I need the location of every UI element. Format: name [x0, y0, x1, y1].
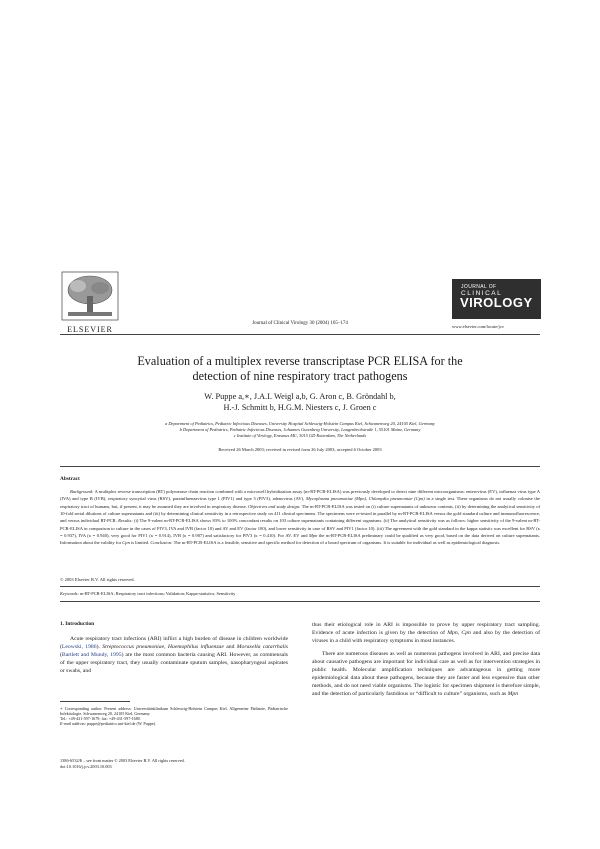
results-label: Results:: [118, 518, 133, 524]
intro-right-cpn: Cpn: [461, 630, 471, 637]
intro-text-1: Acute respiratory tract infections (ARI) inflict a high burden of disease in children worldwide (: [60, 636, 288, 651]
author-list: [100, 391, 500, 414]
keywords-text: m-RT-PCR-ELISA; Respiratory tract infections; Validation; Kappa-statistics; Sensitivity: [78, 591, 236, 596]
intro-right-paragraph-2: [312, 650, 540, 698]
title-line-2: detection of nine respiratory tract pathogens: [192, 369, 408, 383]
conclusion-label: Conclusion:: [150, 540, 173, 546]
affiliation-a: a Department of Pediatrics, Pediatric Infectious Diseases, University Hospital Schleswig-Holstein Campus Kiel, Schwanenweg 20, 24105 Kiel, Germany: [165, 421, 435, 426]
intro-right-paragraph-1: [312, 621, 540, 645]
intro-right-p2-text: There are numerous diseases as well as numerous pathogens involved in ARI, and precise data about causative pathogens are important for individual care as well as for intervention strategies in public health. Molecular amplification techniques are advantageous in getting more epidemiological data about these pathogens, because they are faster and less expensive than other methods, and do not need viable organisms. The logistic for specimen shipment is therefore simple, and the detection of particularly fastidious or “difficult to culture” organisms, such as: [312, 651, 540, 698]
affiliations: [40, 421, 560, 440]
keywords-top-rule: [60, 586, 540, 587]
intro-text-4: ) are the most common bacteria causing ARI. However, as commensals of the upper respiratory tract, they usually contaminate sputum samples, nasopharyngeal aspirates or swabs, and: [60, 652, 288, 675]
objectives-text: The m-RT-PCR-ELISA was tested on (i) culture supernatants of unknown contents, (ii) by determining the analytical sensitivity of 10-fold serial dilutions of culture supernatants and (iii) by determining clinical sensitivity in a retrospective study on 411 clinical specimens. The specimens were re-tested in parallel by m-RT-PCR-ELISA versus the gold standard culture and immunofluorescence, and versus individual RT-PCR.: [60, 503, 540, 524]
cpn-abbrev: Cpn: [122, 540, 130, 546]
intro-right-comma: ,: [457, 630, 462, 637]
corresponding-author-footnote: [60, 706, 288, 726]
results-text: (i) The 9-valent m-RT-PCR-ELISA shows 83% to 100% concordant results on 103 culture supernatants containing different organisms. (ii) The analytical sensitivity was as follows: higher sensitivity of the 9-valent m-RT-PCR-ELISA in comparison to culture in the cases of PIV3, IVA and IVB (factor 10) and AV and EV (factor 100), and lower sensitivity in case of RSV and PIV1 (factor 10). (iii) The agreement with the gold standard in the kappa statistic was excellent for RSV (κ = 0.937), IVA (κ = 0.940), very good for PIV1 (κ = 0.914), IVB (κ = 0.907) and satisfactory for PIV3 (κ = 0.410). For AV, EV and: [60, 518, 540, 539]
citation-link-bartlett[interactable]: Bartlett and Mundy, 1995: [61, 652, 122, 659]
background-label: Background:: [70, 489, 94, 494]
species-strep: Streptococcus pneumoniae: [102, 644, 165, 651]
intro-left-column: [60, 635, 288, 675]
background-text: A multiplex reverse transcription (RT) polymerase chain reaction combined with a microwell hybridization assay (m-RT-PCR-ELISA) was previously developed to detect nine different microorganisms: enterovirus (EV), influenza virus type A (IVA) and type B (IVB), respiratory syncytial virus (RSV), parainfluenzavirus type 1 (PIV1) and type 3 (PIV3), adenovirus (AV),: [60, 489, 540, 502]
journal-logo-line1: JOURNAL OF: [461, 284, 497, 290]
keywords: [60, 591, 235, 596]
footnote-rule: [60, 701, 130, 702]
journal-logo-line2: CLINICAL: [461, 290, 503, 297]
section-heading-introduction: 1. Introduction: [60, 621, 95, 627]
title-line-1: Evaluation of a multiplex reverse transcriptase PCR ELISA for the: [137, 354, 463, 368]
authors-line-1: W. Puppe a,∗, J.A.I. Weigl a,b, G. Aron c, B. Gröndahl b,: [204, 392, 396, 401]
intro-comma: ,: [164, 644, 168, 651]
article-title: [40, 354, 560, 384]
abstract-copyright: © 2003 Elsevier B.V. All rights reserved.: [60, 577, 135, 582]
results-end: is limited.: [129, 540, 151, 546]
email-link[interactable]: puppe@pediatrics.uni-kiel.de (W. Puppe).: [86, 721, 157, 727]
footnote-email-line: [60, 721, 288, 726]
species-moraxella: Moraxella catarrhalis: [236, 644, 288, 651]
intro-text-2: ).: [96, 644, 103, 651]
doi-link[interactable]: doi:10.1016/j.jcv.2003.10.003: [60, 763, 112, 769]
journal-website-link[interactable]: www.elsevier.com/locate/jcv: [452, 324, 504, 329]
abstract-top-rule: [60, 466, 540, 467]
results-rest: the m-RT-PCR-ELISA preliminary could be qualified as very good, based on the data derived on culture supernatants. Information about the validity for: [60, 533, 540, 546]
mycoplasma-name: Mycoplasma pneumoniae (Mpn): [305, 496, 366, 502]
intro-and: and: [223, 644, 237, 651]
issn-line: 1386-6532/$ – see front matter © 2003 Elsevier B.V. All rights reserved.: [60, 758, 185, 763]
background-rest: in a single test. These organisms do not usually colonise the respiratory tract of humans, but, if present, it may be assumed they are involved in respiratory disease.: [60, 496, 540, 509]
footnote-phone: Tel.: +49-431-597-1679; fax: +49-431-597-1680.: [60, 716, 141, 722]
affiliation-c: c Institute of Virology, Erasmus MC, 3015 GD Rotterdam, The Netherlands: [233, 433, 367, 439]
objectives-label: Objectives and study design:: [248, 503, 301, 509]
intro-text-3: (: [60, 652, 62, 659]
authors-line-2: H.-J. Schmitt b, H.G.M. Niesters c, J. Groen c: [223, 403, 377, 413]
intro-right-column: [312, 621, 540, 698]
abstract-heading: Abstract: [60, 476, 80, 482]
intro-right-text-1: thus their etiological role in ARI is impossible to prove by upper respiratory tract sampling. Evidence of acute infection is given by the detection of: [312, 622, 540, 637]
header-rule: [60, 334, 540, 335]
keywords-label: Keywords:: [60, 591, 79, 596]
keywords-bottom-rule: [60, 601, 540, 602]
journal-logo: [452, 279, 541, 319]
mpn-abbrev: Mpn: [309, 533, 318, 539]
citation-link-leowski[interactable]: Leowski, 1986: [61, 644, 97, 651]
intro-right-text-3: and also by the detection of viruses in a child with respiratory symptoms in most instances.: [312, 630, 541, 645]
species-haemophilus: Haemophilus influenzae: [167, 644, 224, 651]
affiliation-b: b Department of Pediatrics, Pediatric Infectious Diseases, Johannes Gutenberg University, Langenbeckstraße 1, 55101 Mainz, Germany: [179, 427, 421, 433]
email-label: E-mail address:: [60, 721, 87, 727]
elsevier-tree-icon: [60, 270, 120, 322]
footnote-address: ∗ Corresponding author. Present address: Universitätsklinikum Schleswig-Holstein Campus Kiel, Allgemeine Pädiatrie, Pädiatrische Infektiologie, Schwanenweg 20, 24105 Kiel, Germany.: [60, 706, 288, 717]
journal-logo-line3: VIROLOGY: [460, 295, 533, 310]
chlamydia-name: Chlamydia pneumoniae (Cpn): [368, 496, 425, 502]
intro-right-p2-mpn: Mpn: [507, 691, 519, 698]
publisher-name: ELSEVIER: [67, 325, 113, 334]
intro-right-mpn: Mpn: [447, 630, 458, 637]
issn-doi: [60, 758, 360, 769]
received-dates: Received 26 March 2003; received in revised form 26 July 2003; accepted 6 October 2003: [218, 447, 382, 452]
journal-citation: Journal of Clinical Virology 30 (2004) 165–174: [252, 321, 348, 326]
abstract-body: Background: A multiplex reverse transcription (RT) polymerase chain reaction combined with a microwell hybridization assay (m-RT-PCR-ELISA) was previously developed to detect nine different microorganisms: enterovirus (EV), influenza virus type A (IVA) and type B (IVB), respiratory syncytial virus (RSV), parainfluenzavirus type 1 (PIV1) and type 3 (PIV3), adenovirus (AV), Mycoplasma pneumoniae (Mpn), Chlamydia pneumoniae (Cpn) in a single test. These organisms do not usually colonise the respiratory tract of humans, but, if present, it may be assumed they are involved in respiratory disease. Objectives and study design: The m-RT-PCR-ELISA was tested on (i) culture supernatants of unknown contents, (ii) by determining the analytical sensitivity of 10-fold serial dilutions of culture supernatants and (iii) by determining clinical sensitivity in a retrospective study on 411 clinical specimens. The specimens were re-tested in parallel by m-RT-PCR-ELISA versus the gold standard culture and immunofluorescence, and versus individual RT-PCR. Results: (i) The 9-valent m-RT-PCR-ELISA shows 83% to 100% concordant results on 103 culture supernatants containing different organisms. (ii) The analytical sensitivity was as follows: higher sensitivity of the 9-valent m-RT-PCR-ELISA in comparison to culture in the cases of PIV3, IVA and IVB (factor 10) and AV and EV (factor 100), and lower sensitivity in case of RSV and PIV1 (factor 10). (iii) The agreement with the gold standard in the kappa statistic was excellent for RSV (κ = 0.937), IVA (κ = 0.940), very good for PIV1 (κ = 0.914), IVB (κ = 0.907) and satisfactory for PIV3 (κ = 0.410). For AV, EV and Mpn the m-RT-PCR-ELISA preliminary could be qualified as very good, based on the data derived on culture supernatants. Information about the validity for Cpn is limited. Conclusion: The m-RT-PCR-ELISA is a feasible, sensitive and specific method for detection of a broad spectrum of organisms. It is suitable for individual as well as epidemiological diagnosis.: [60, 489, 540, 546]
conclusion-text: The m-RT-PCR-ELISA is a feasible, sensitive and specific method for detection of a broad spectrum of organisms. It is suitable for individual as well as epidemiological diagnosis.: [172, 540, 501, 546]
